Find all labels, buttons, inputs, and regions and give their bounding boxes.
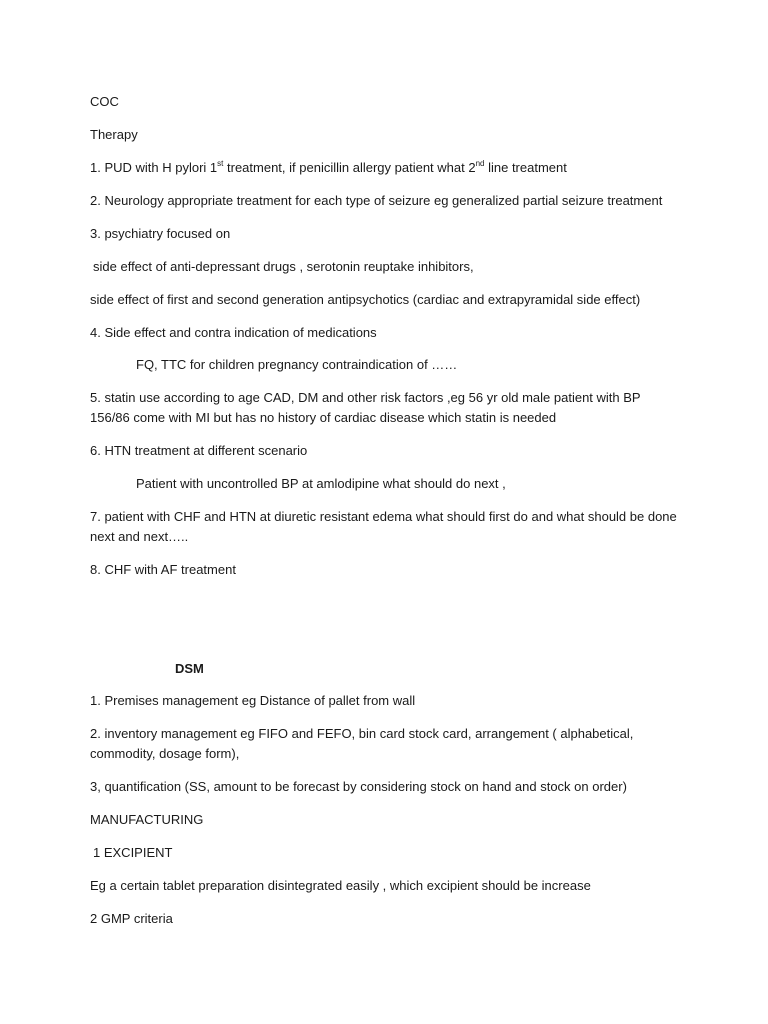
coc-item-4-sub: FQ, TTC for children pregnancy contraindication of ……: [136, 357, 458, 372]
manufacturing-item-2: 2 GMP criteria: [90, 911, 173, 926]
coc-item-8: 8. CHF with AF treatment: [90, 562, 236, 577]
coc-item-5: 5. statin use according to age CAD, DM and other risk factors ,eg 56 yr old male patient with BP 156/86 come with MI but has no history of cardiac disease which statin is needed: [90, 390, 641, 425]
coc-item-3-sub-1: side effect of anti-depressant drugs , serotonin reuptake inhibitors,: [93, 259, 474, 274]
coc-item-6-sub: Patient with uncontrolled BP at amlodipine what should do next ,: [136, 476, 506, 491]
coc-item-3: 3. psychiatry focused on: [90, 226, 231, 241]
coc-item-1-text-b: treatment, if penicillin allergy patient what 2: [223, 160, 476, 175]
coc-item-7: 7. patient with CHF and HTN at diuretic resistant edema what should first do and what should be done next and next…..: [90, 509, 677, 544]
coc-heading: COC: [90, 94, 119, 109]
dsm-item-3: 3, quantification (SS, amount to be forecast by considering stock on hand and stock on order): [90, 779, 627, 794]
coc-item-6: 6. HTN treatment at different scenario: [90, 443, 308, 458]
manufacturing-item-1: 1 EXCIPIENT: [93, 845, 173, 860]
manufacturing-heading: MANUFACTURING: [90, 812, 204, 827]
coc-item-4: 4. Side effect and contra indication of medications: [90, 325, 377, 340]
manufacturing-item-1-example: Eg a certain tablet preparation disintegrated easily , which excipient should be increase: [90, 878, 591, 893]
coc-item-3-sub-2: side effect of first and second generation antipsychotics (cardiac and extrapyramidal side effect): [90, 292, 641, 307]
dsm-item-1: 1. Premises management eg Distance of pallet from wall: [90, 693, 416, 708]
coc-item-1-text-a: 1. PUD with H pylori 1: [90, 160, 218, 175]
dsm-item-2: 2. inventory management eg FIFO and FEFO, bin card stock card, arrangement ( alphabetical, commodity, dosage form),: [90, 726, 634, 761]
coc-item-1-sup-b: nd: [475, 159, 485, 168]
dsm-heading: DSM: [175, 661, 204, 676]
coc-item-1: [90, 160, 690, 176]
coc-item-1-sup-a: st: [217, 159, 224, 168]
therapy-heading: Therapy: [90, 127, 138, 142]
coc-item-2: 2. Neurology appropriate treatment for each type of seizure eg generalized partial seizure treatment: [90, 193, 663, 208]
coc-item-1-text-c: line treatment: [484, 160, 567, 175]
